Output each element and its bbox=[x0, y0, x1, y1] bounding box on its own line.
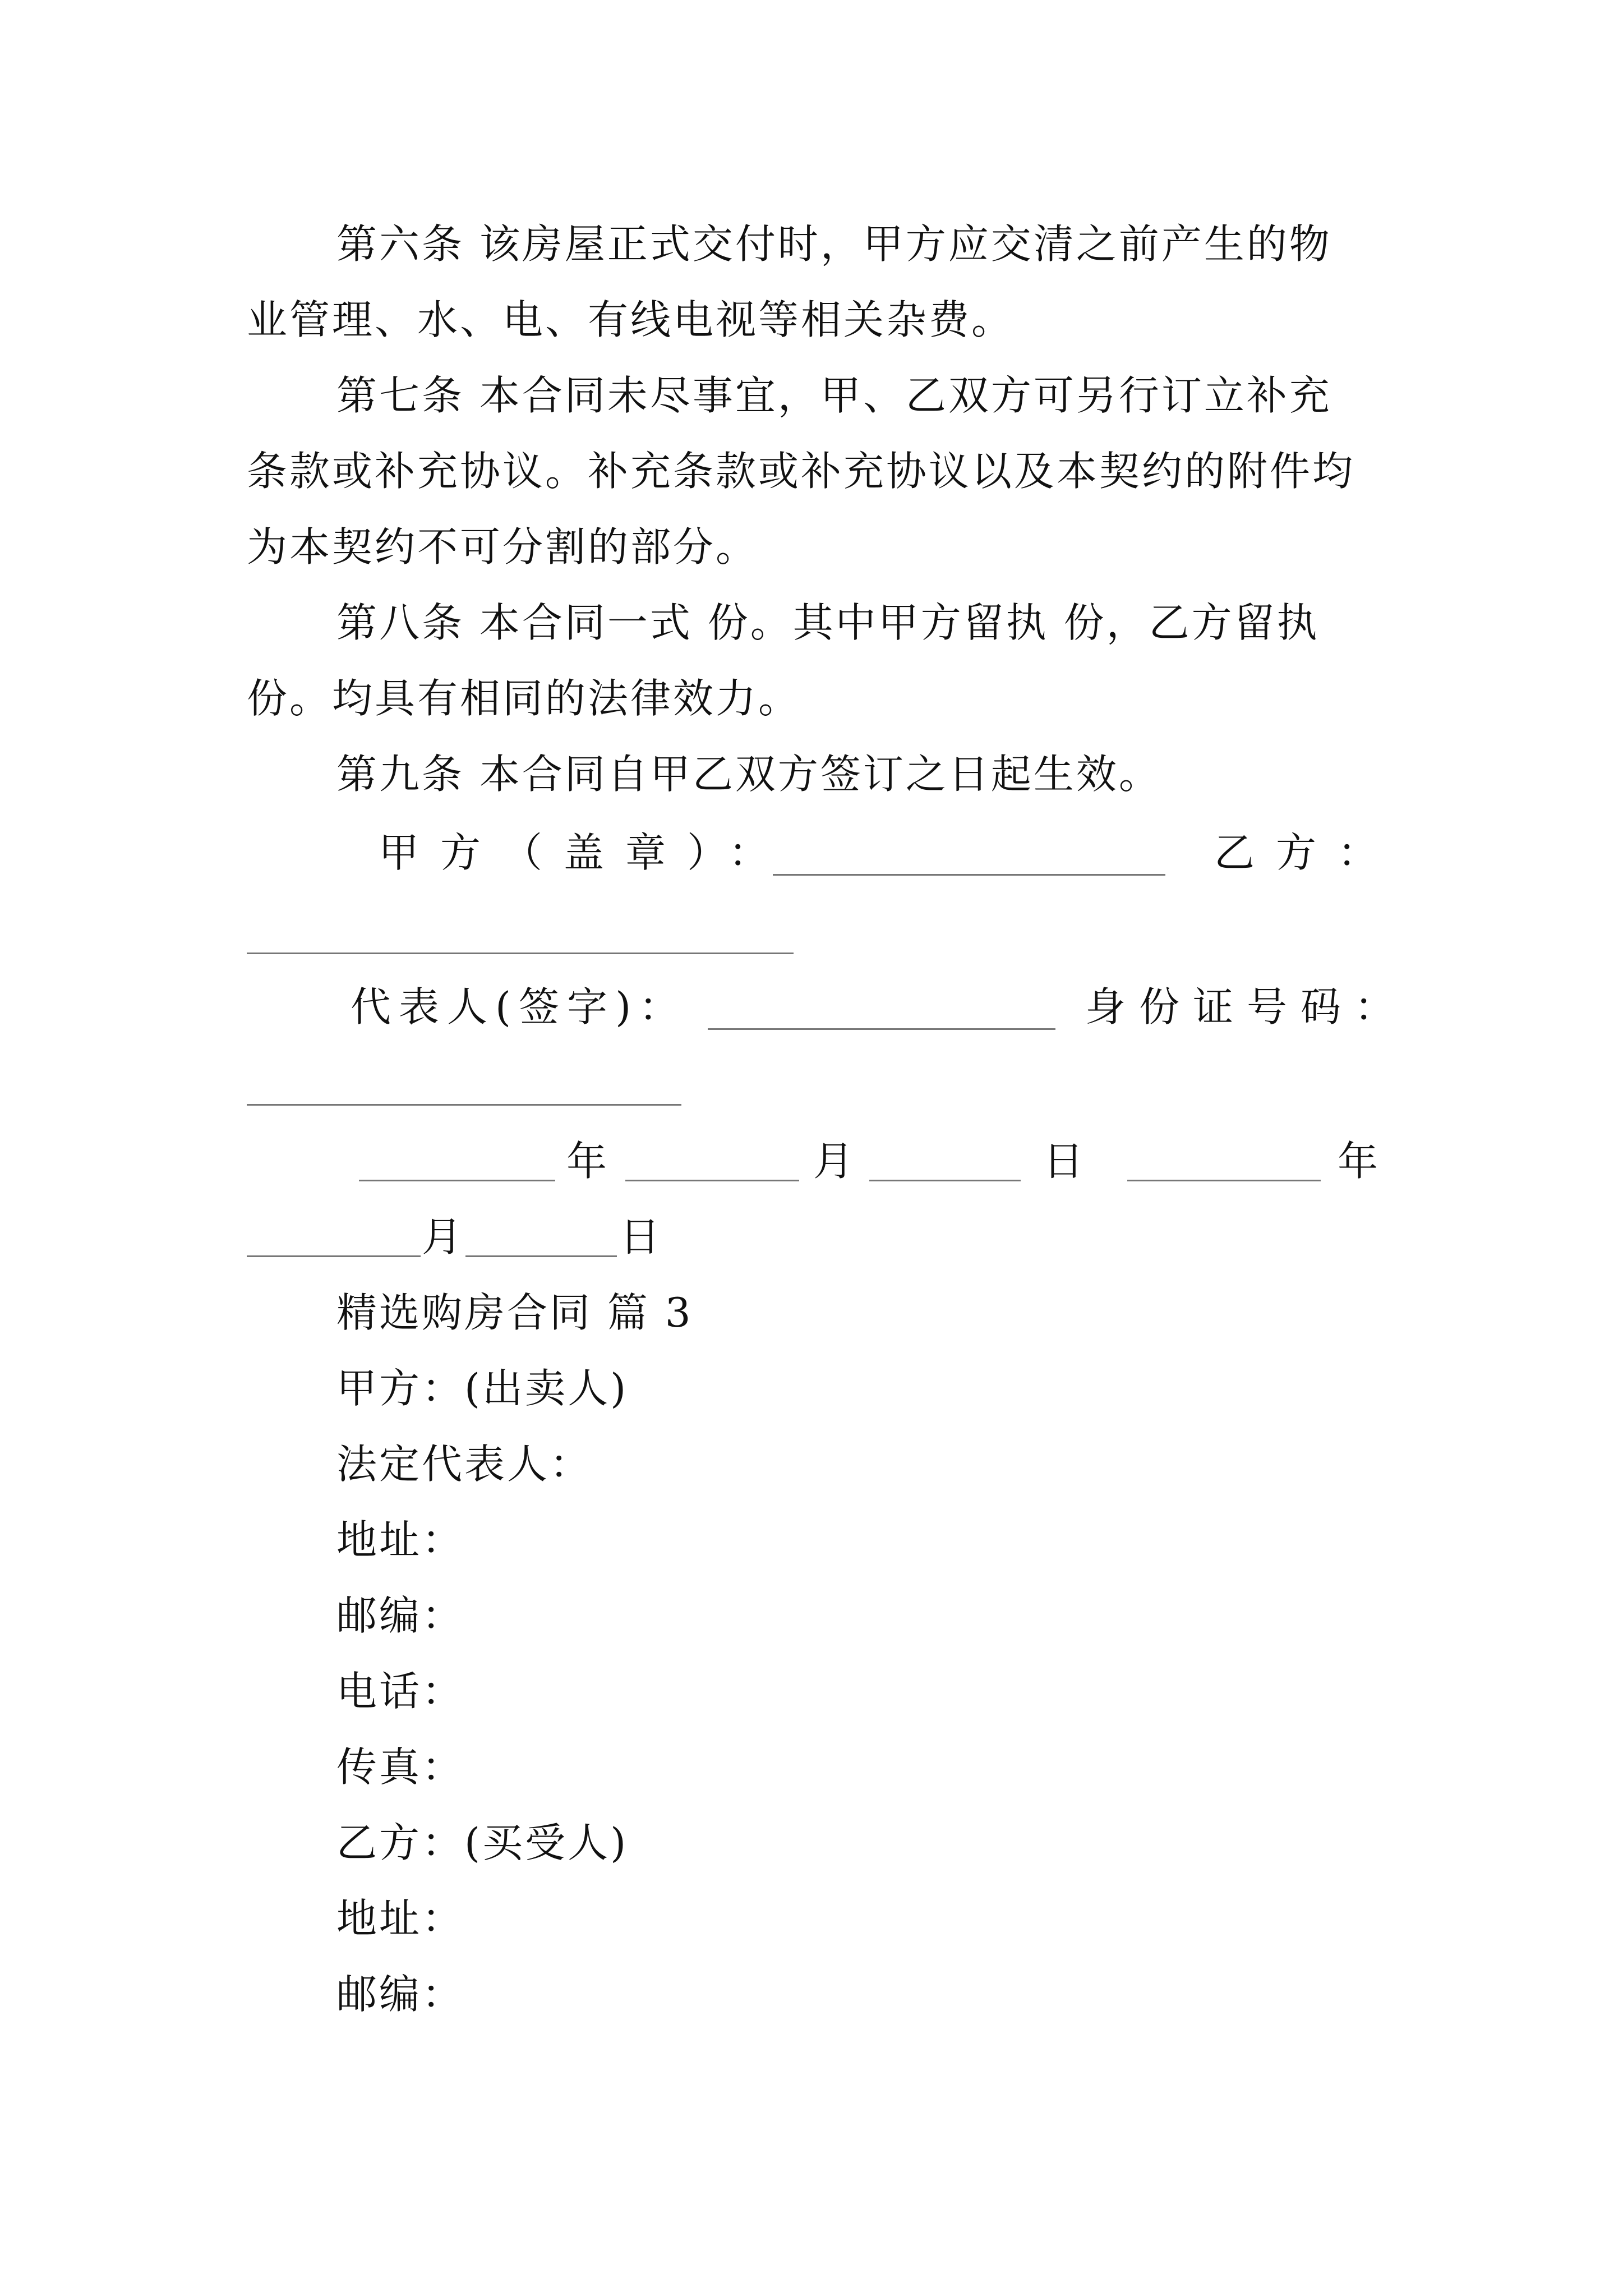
party-b-day-blank[interactable] bbox=[465, 1255, 617, 1257]
party-b-buyer-label: 乙方：(买受人) bbox=[336, 1819, 629, 1866]
party-a-signature-blank[interactable] bbox=[773, 874, 1165, 876]
party-b-postcode-label: 邮编： bbox=[336, 1971, 465, 2018]
party-b-label: 乙方： bbox=[1214, 829, 1400, 876]
article-7-line-3: 为本契约不可分割的部分。 bbox=[247, 523, 759, 570]
party-b-signature-blank[interactable] bbox=[247, 953, 794, 954]
contract-3-title: 精选购房合同 篇 3 bbox=[336, 1289, 693, 1336]
party-b-month-label: 月 bbox=[422, 1213, 463, 1260]
party-b-year-label: 年 bbox=[1338, 1138, 1378, 1185]
article-8-line-2: 份。均具有相同的法律效力。 bbox=[247, 675, 801, 722]
article-7-line-1: 第七条 本合同未尽事宜，甲、乙双方可另行订立补充 bbox=[336, 372, 1332, 419]
party-a-year-blank[interactable] bbox=[359, 1180, 555, 1181]
party-a-day-blank[interactable] bbox=[869, 1180, 1021, 1181]
legal-representative-label: 法定代表人： bbox=[336, 1441, 593, 1488]
article-6-line-2: 业管理、水、电、有线电视等相关杂费。 bbox=[247, 296, 1015, 343]
party-a-address-label: 地址： bbox=[336, 1516, 465, 1563]
article-7-line-2: 条款或补充协议。补充条款或补充协议以及本契约的附件均 bbox=[247, 448, 1355, 495]
party-a-seller-label: 甲方：(出卖人) bbox=[336, 1365, 629, 1412]
party-a-year-label: 年 bbox=[566, 1138, 607, 1185]
party-a-month-label: 月 bbox=[813, 1138, 854, 1185]
representative-sign-label: 代表人(签字)： bbox=[351, 983, 688, 1030]
party-a-seal-label: 甲方（盖章）： bbox=[379, 829, 791, 876]
party-b-day-label: 日 bbox=[620, 1213, 661, 1260]
party-b-year-blank[interactable] bbox=[1127, 1180, 1321, 1181]
id-number-blank[interactable] bbox=[247, 1104, 681, 1106]
party-a-month-blank[interactable] bbox=[625, 1180, 799, 1181]
article-9-line-1: 第九条 本合同自甲乙双方签订之日起生效。 bbox=[336, 751, 1161, 798]
article-6-line-1: 第六条 该房屋正式交付时，甲方应交清之前产生的物 bbox=[336, 220, 1332, 268]
party-b-address-label: 地址： bbox=[336, 1895, 465, 1942]
party-a-day-label: 日 bbox=[1043, 1138, 1084, 1185]
party-a-postcode-label: 邮编： bbox=[336, 1592, 465, 1639]
phone-label: 电话： bbox=[336, 1668, 465, 1715]
article-8-line-1: 第八条 本合同一式 份。其中甲方留执 份，乙方留执 bbox=[336, 599, 1320, 646]
id-number-label: 身份证号码： bbox=[1085, 983, 1409, 1030]
representative-signature-blank[interactable] bbox=[708, 1028, 1055, 1030]
fax-label: 传真： bbox=[336, 1743, 465, 1791]
party-b-month-blank[interactable] bbox=[247, 1255, 421, 1257]
